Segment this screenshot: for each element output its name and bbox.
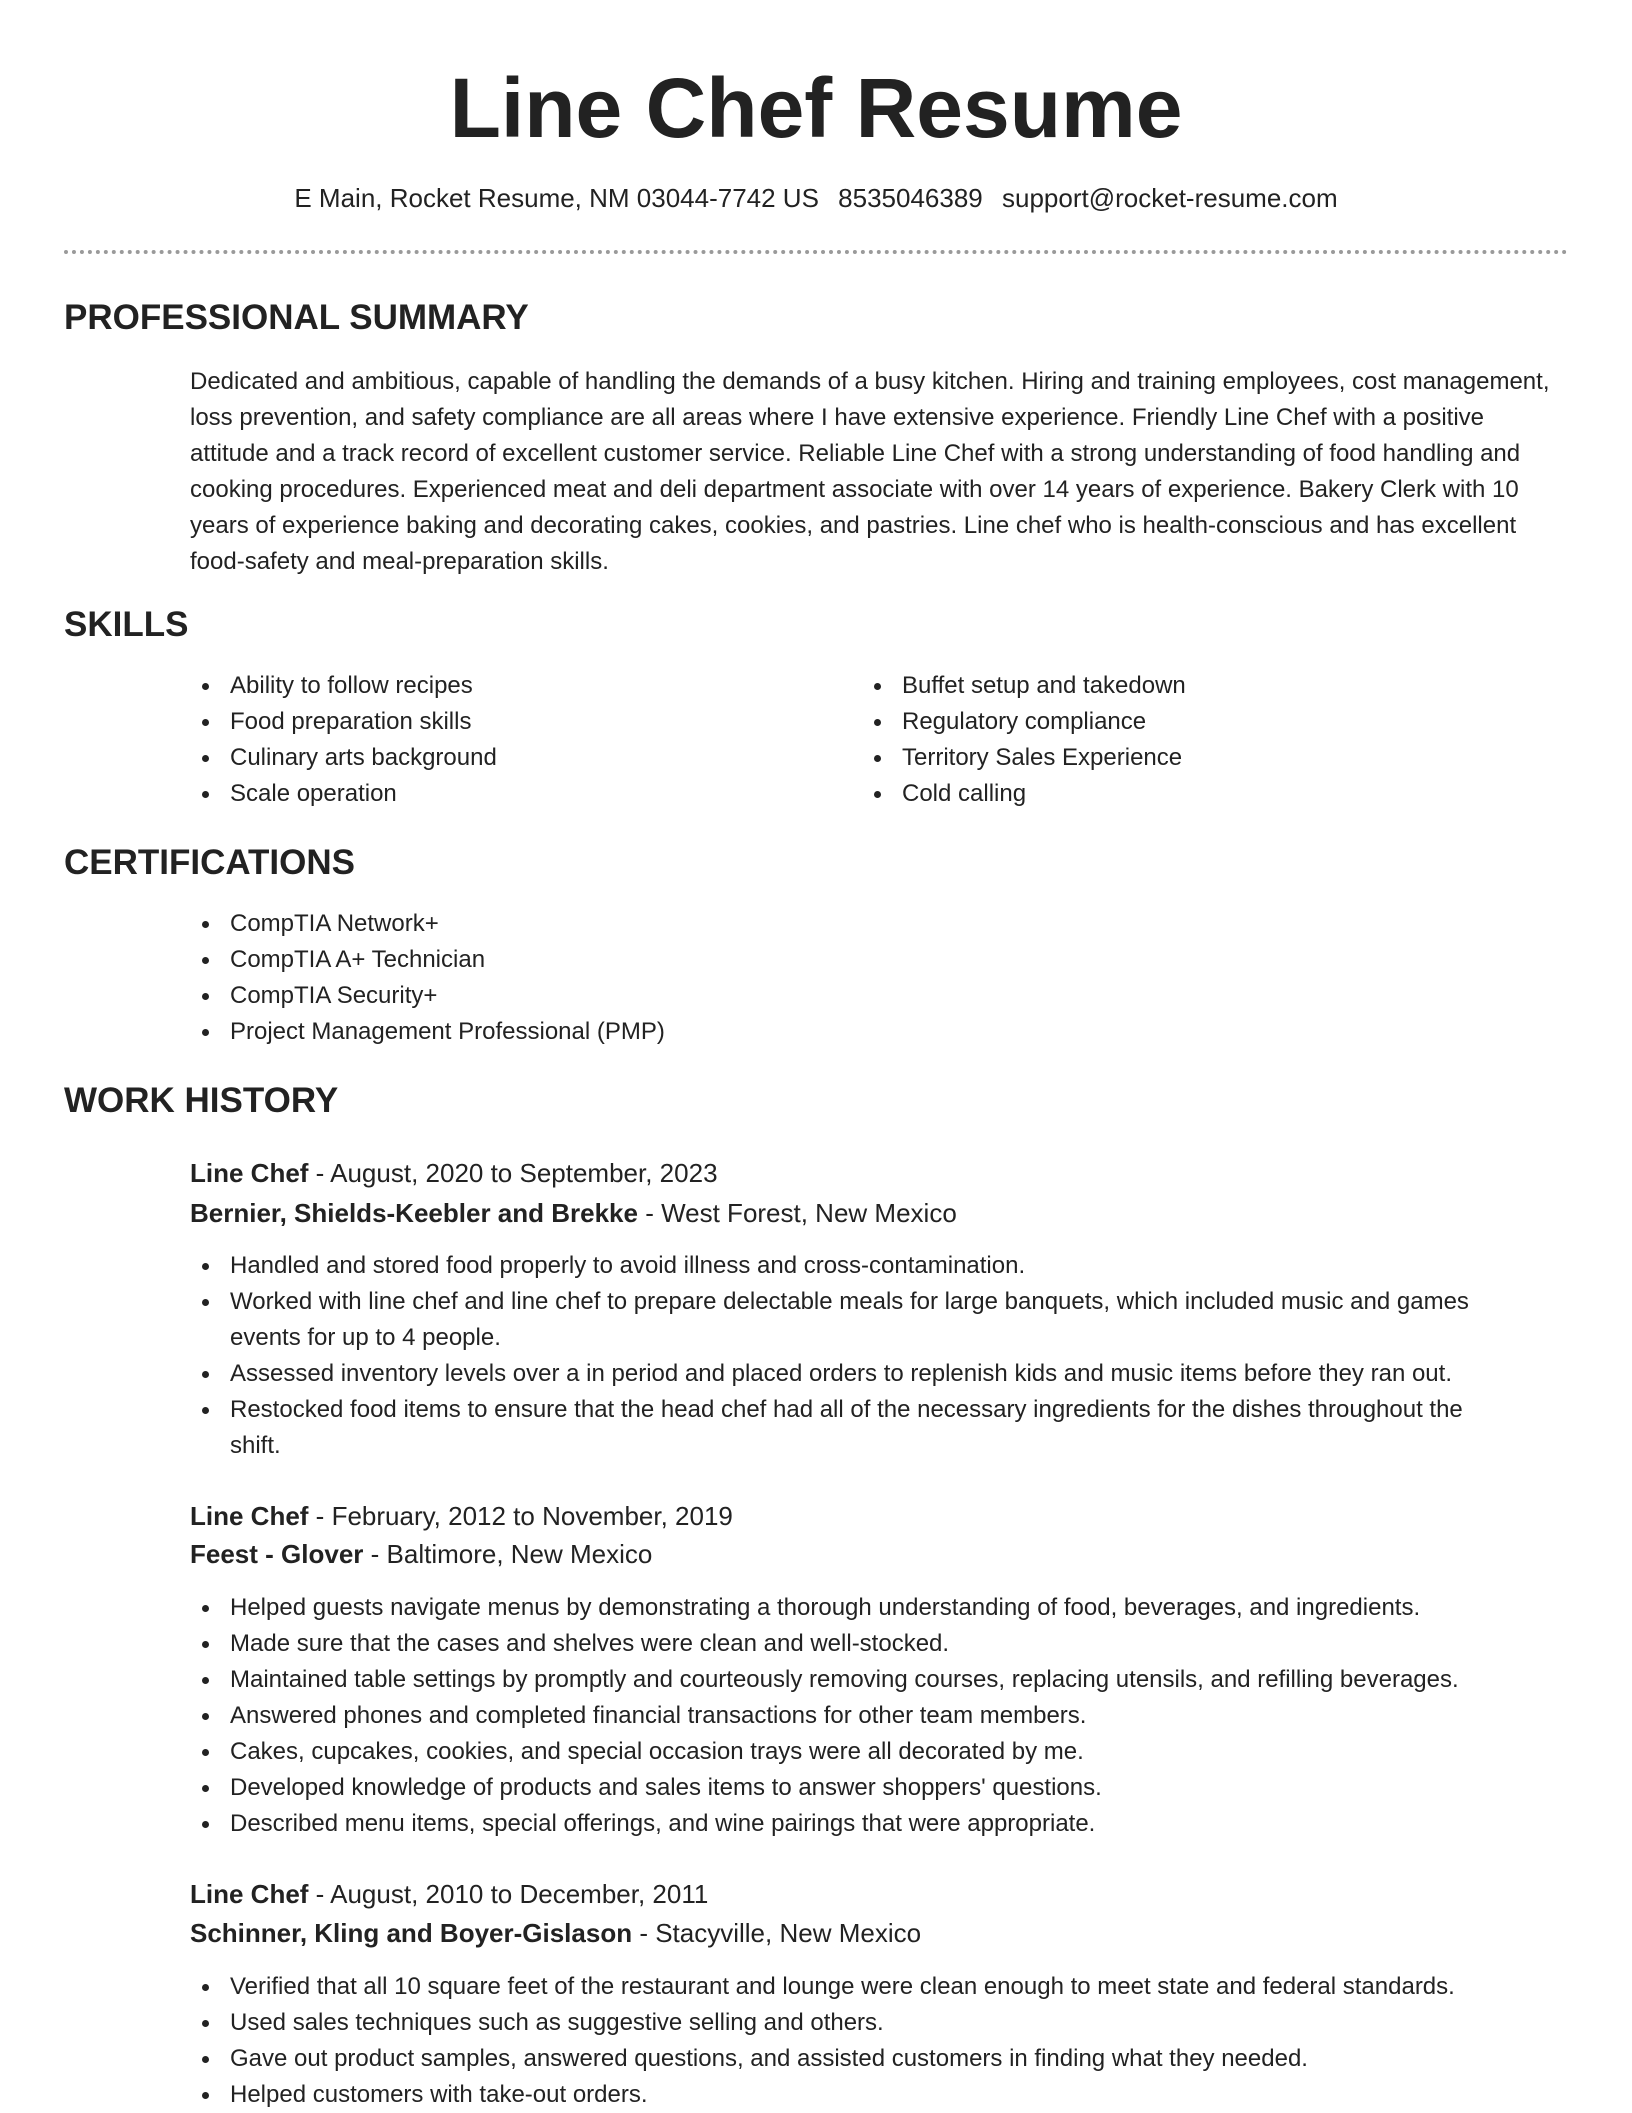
summary-heading: PROFESSIONAL SUMMARY: [64, 298, 529, 337]
skill-item: Culinary arts background: [186, 740, 826, 776]
job-duty: Assessed inventory levels over a in period and placed orders to replenish kids and music items before they ran out.: [186, 1356, 1516, 1392]
job-company-line: [190, 1535, 652, 1573]
job-duties-list: [186, 1248, 1516, 1464]
job-separator: -: [308, 1501, 332, 1531]
contact-phone: 8535046389: [838, 183, 983, 213]
skill-item: Cold calling: [858, 776, 1558, 812]
contact-line: [0, 180, 1632, 216]
job-location: Stacyville, New Mexico: [655, 1918, 922, 1948]
skill-item: Ability to follow recipes: [186, 668, 826, 704]
skills-list-right: [858, 668, 1558, 812]
skill-item: Territory Sales Experience: [858, 740, 1558, 776]
job-duties-list: [186, 1969, 1566, 2113]
job-separator: -: [637, 1198, 662, 1228]
job-duty: Made sure that the cases and shelves were clean and well-stocked.: [186, 1626, 1566, 1662]
certification-item: CompTIA A+ Technician: [186, 942, 1086, 978]
job-duty: Developed knowledge of products and sales items to answer shoppers' questions.: [186, 1770, 1566, 1806]
job-role: Line Chef: [190, 1879, 309, 1909]
job-role: Line Chef: [190, 1158, 309, 1188]
job-company: Feest - Glover: [190, 1539, 364, 1569]
job-separator: -: [308, 1879, 331, 1909]
job-duty: Restocked food items to ensure that the head chef had all of the necessary ingredients for the dishes throughout the shift.: [186, 1392, 1516, 1464]
resume-title: Line Chef Resume: [449, 61, 1183, 155]
job-title-line: [190, 1875, 708, 1913]
job-dates: August, 2020 to September, 2023: [330, 1158, 718, 1188]
job-duty: Cakes, cupcakes, cookies, and special occasion trays were all decorated by me.: [186, 1734, 1566, 1770]
job-duty: Described menu items, special offerings, and wine pairings that were appropriate.: [186, 1806, 1566, 1842]
job-separator: -: [632, 1918, 656, 1948]
skill-item: Buffet setup and takedown: [858, 668, 1558, 704]
job-separator: -: [308, 1158, 331, 1188]
job-duty: Helped customers with take-out orders.: [186, 2077, 1566, 2113]
certification-item: Project Management Professional (PMP): [186, 1014, 1086, 1050]
job-role: Line Chef: [190, 1501, 309, 1531]
skills-heading: SKILLS: [64, 605, 189, 644]
job-duty: Answered phones and completed financial transactions for other team members.: [186, 1698, 1566, 1734]
job-duty: Worked with line chef and line chef to prepare delectable meals for large banquets, which included music and games events for up to 4 people.: [186, 1284, 1516, 1356]
job-duty: Gave out product samples, answered questions, and assisted customers in finding what they needed.: [186, 2041, 1566, 2077]
header-divider: [64, 250, 1568, 254]
certification-item: CompTIA Security+: [186, 978, 1086, 1014]
job-duties-list: [186, 1590, 1566, 1842]
job-location: Baltimore, New Mexico: [386, 1539, 653, 1569]
contact-address: E Main, Rocket Resume, NM 03044-7742 US: [294, 183, 819, 213]
certification-item: CompTIA Network+: [186, 906, 1086, 942]
skill-item: Food preparation skills: [186, 704, 826, 740]
job-duty: Used sales techniques such as suggestive selling and others.: [186, 2005, 1566, 2041]
skill-item: Scale operation: [186, 776, 826, 812]
job-company: Bernier, Shields-Keebler and Brekke: [190, 1198, 638, 1228]
job-title-line: [190, 1497, 733, 1535]
skill-item: Regulatory compliance: [858, 704, 1558, 740]
job-duty: Verified that all 10 square feet of the restaurant and lounge were clean enough to meet state and federal standards.: [186, 1969, 1566, 2005]
summary-text: Dedicated and ambitious, capable of handling the demands of a busy kitchen. Hiring and training employees, cost management, loss prevention, and safety compliance are all areas where I have extensive experience. Friendly Line Chef with a positive attitude and a track record of excellent customer service. Reliable Line Chef with a strong understanding of food handling and cooking procedures. Experienced meat and deli department associate with over 14 years of experience. Bakery Clerk with 10 years of experience baking and decorating cakes, cookies, and pastries. Line chef who is health-conscious and has excellent food-safety and meal-preparation skills.: [190, 368, 1550, 575]
job-location: West Forest, New Mexico: [661, 1198, 957, 1228]
job-duty: Handled and stored food properly to avoid illness and cross-contamination.: [186, 1248, 1516, 1284]
job-company-line: [190, 1194, 957, 1232]
skills-list-left: [186, 668, 826, 812]
contact-email: support@rocket-resume.com: [1002, 183, 1338, 213]
job-company-line: [190, 1914, 921, 1952]
job-duty: Maintained table settings by promptly and courteously removing courses, replacing utensils, and refilling beverages.: [186, 1662, 1566, 1698]
job-title-line: [190, 1154, 718, 1192]
job-dates: August, 2010 to December, 2011: [330, 1879, 709, 1909]
job-duty: Helped guests navigate menus by demonstrating a thorough understanding of food, beverages, and ingredients.: [186, 1590, 1566, 1626]
job-company: Schinner, Kling and Boyer-Gislason: [190, 1918, 633, 1948]
job-separator: -: [363, 1539, 387, 1569]
certifications-list: [186, 906, 1086, 1050]
job-dates: February, 2012 to November, 2019: [331, 1501, 733, 1531]
certifications-heading: CERTIFICATIONS: [64, 843, 356, 882]
work-history-heading: WORK HISTORY: [64, 1081, 339, 1120]
